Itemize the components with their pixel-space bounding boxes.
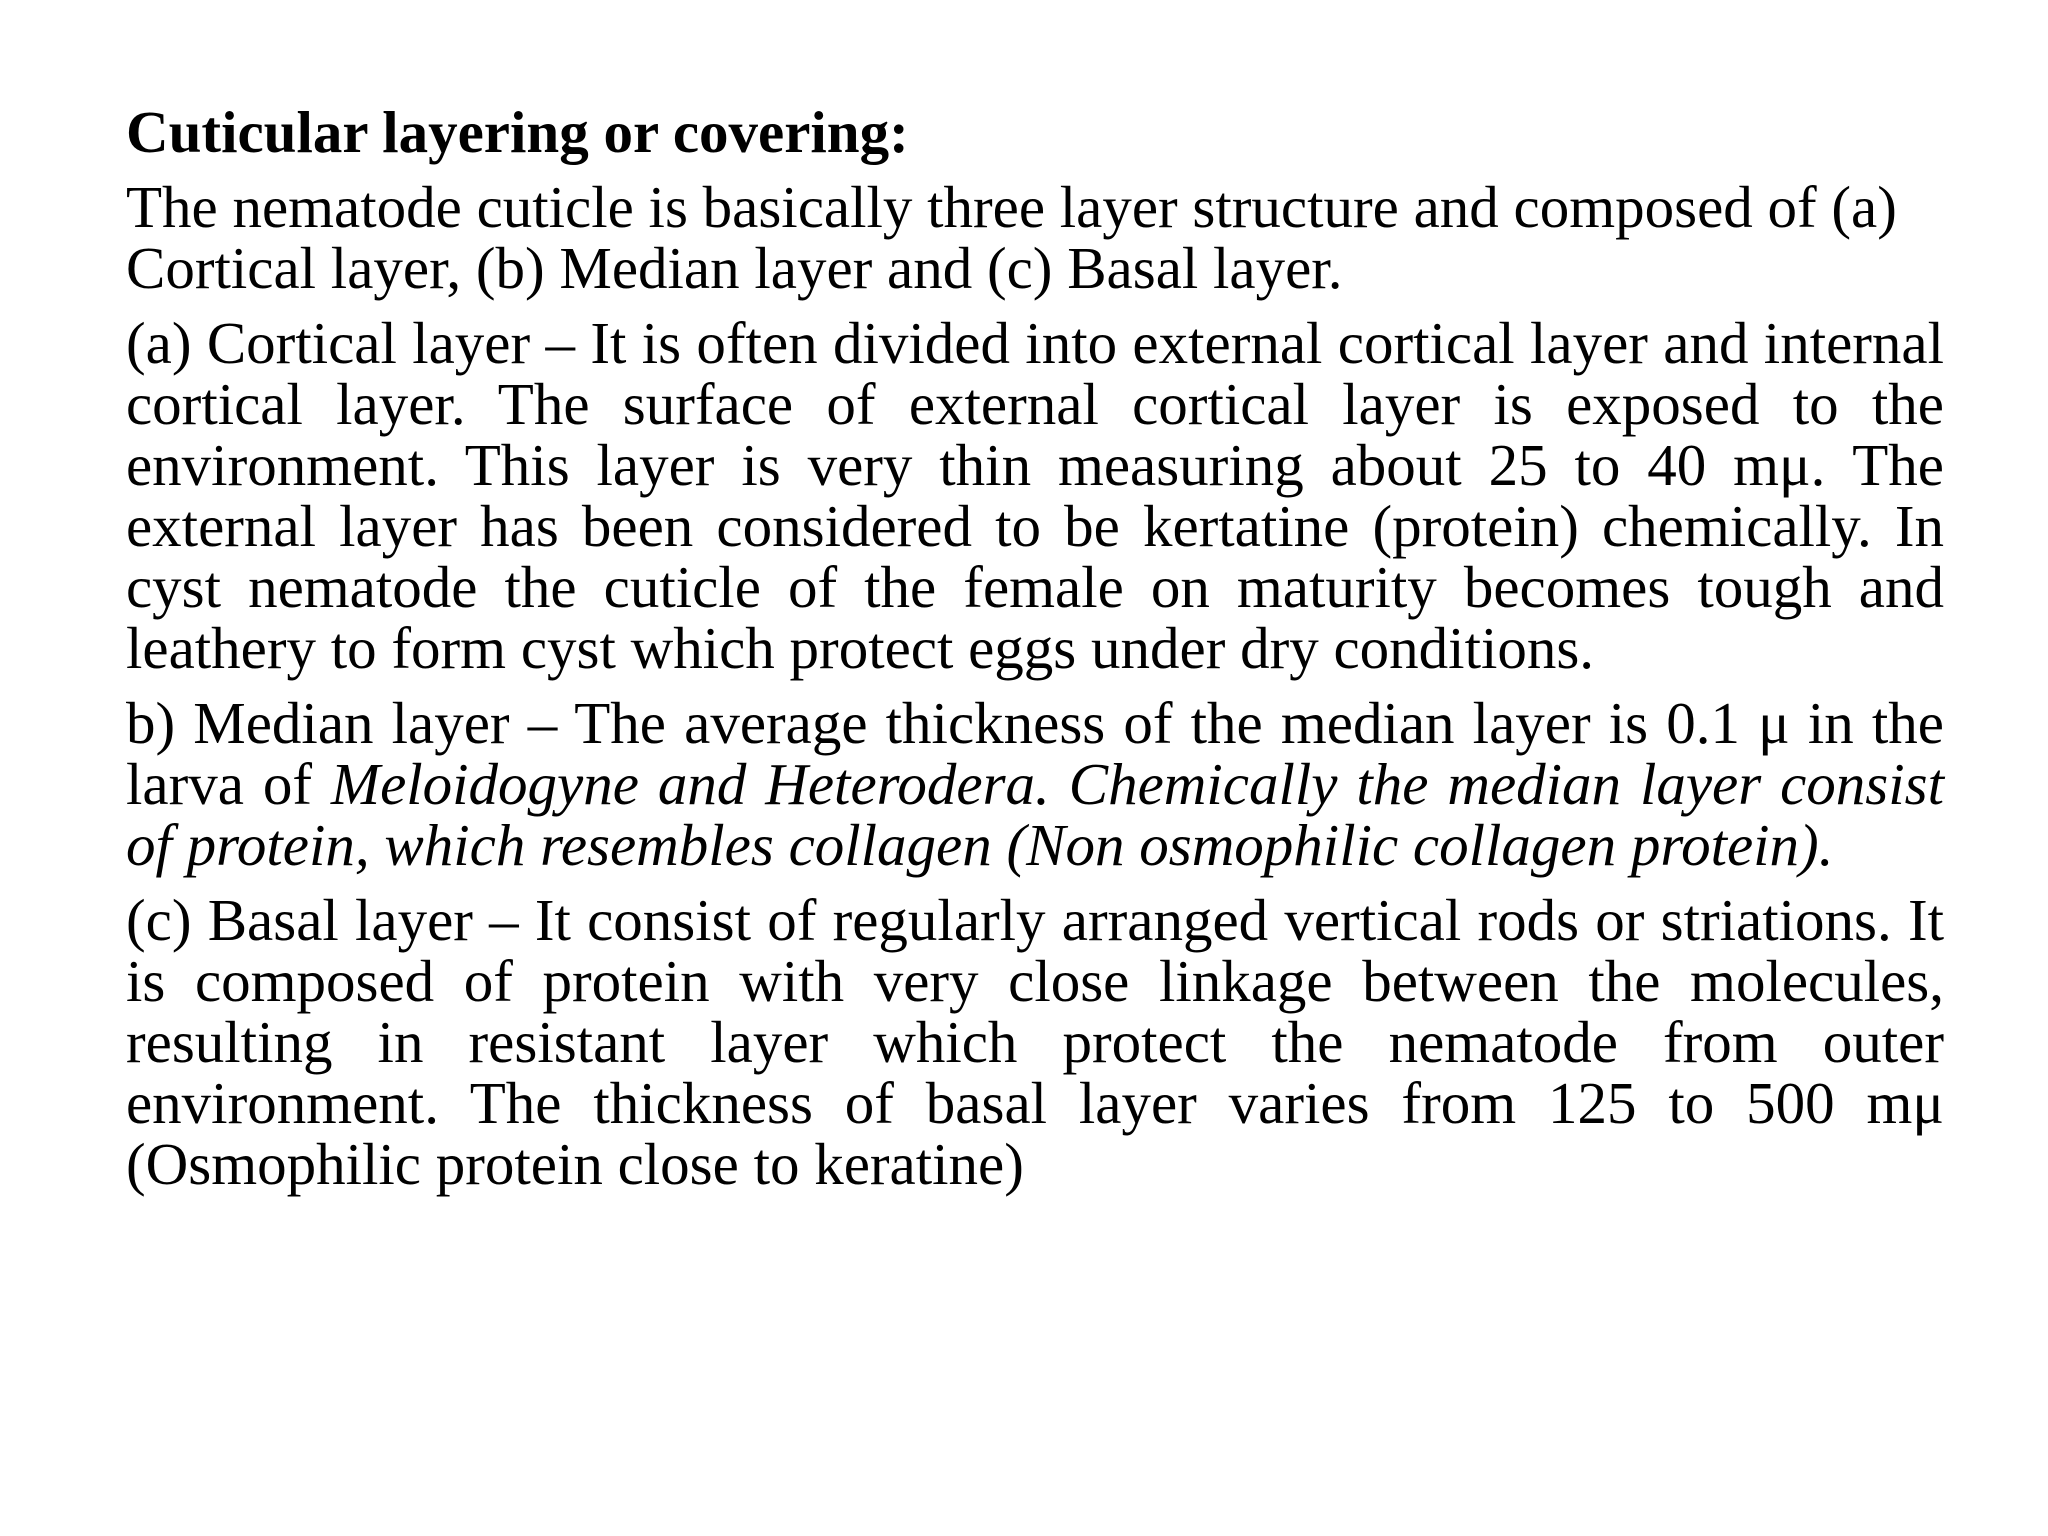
slide-content [126, 99, 1945, 1209]
section-heading: Cuticular layering or covering: [126, 99, 909, 165]
intro-paragraph: The nematode cuticle is basically three layer structure and composed of (a) Cortical layer, (b) Median layer and (c) Basal layer. [126, 174, 1897, 301]
basal-layer-paragraph: (c) Basal layer – It consist of regularly arranged vertical rods or striations. It is composed of protein with very close linkage between the molecules, resulting in resistant layer which protect the nematode from outer environment. The thickness of basal layer varies from 125 to 500 mμ (Osmophilic protein close to keratine) [126, 887, 1944, 1197]
cortical-layer-paragraph: (a) Cortical layer – It is often divided into external cortical layer and internal cortical layer. The surface of external cortical layer is exposed to the environment. This layer is very thin measuring about 25 to 40 mμ. The external layer has been considered to be kertatine (protein) chemically. In cyst nematode the cuticle of the female on maturity becomes tough and leathery to form cyst which protect eggs under dry conditions. [126, 310, 1944, 681]
median-layer-italic-text: Meloidogyne and Heterodera. Chemically the median layer consist of protein, which resembles collagen (Non osmophilic collagen protein). [126, 751, 1945, 878]
median-layer-paragraph [126, 690, 1945, 878]
median-layer-text: b) Median layer – The average thickness of the median layer is 0.1 μ in the larva of [126, 690, 1944, 817]
